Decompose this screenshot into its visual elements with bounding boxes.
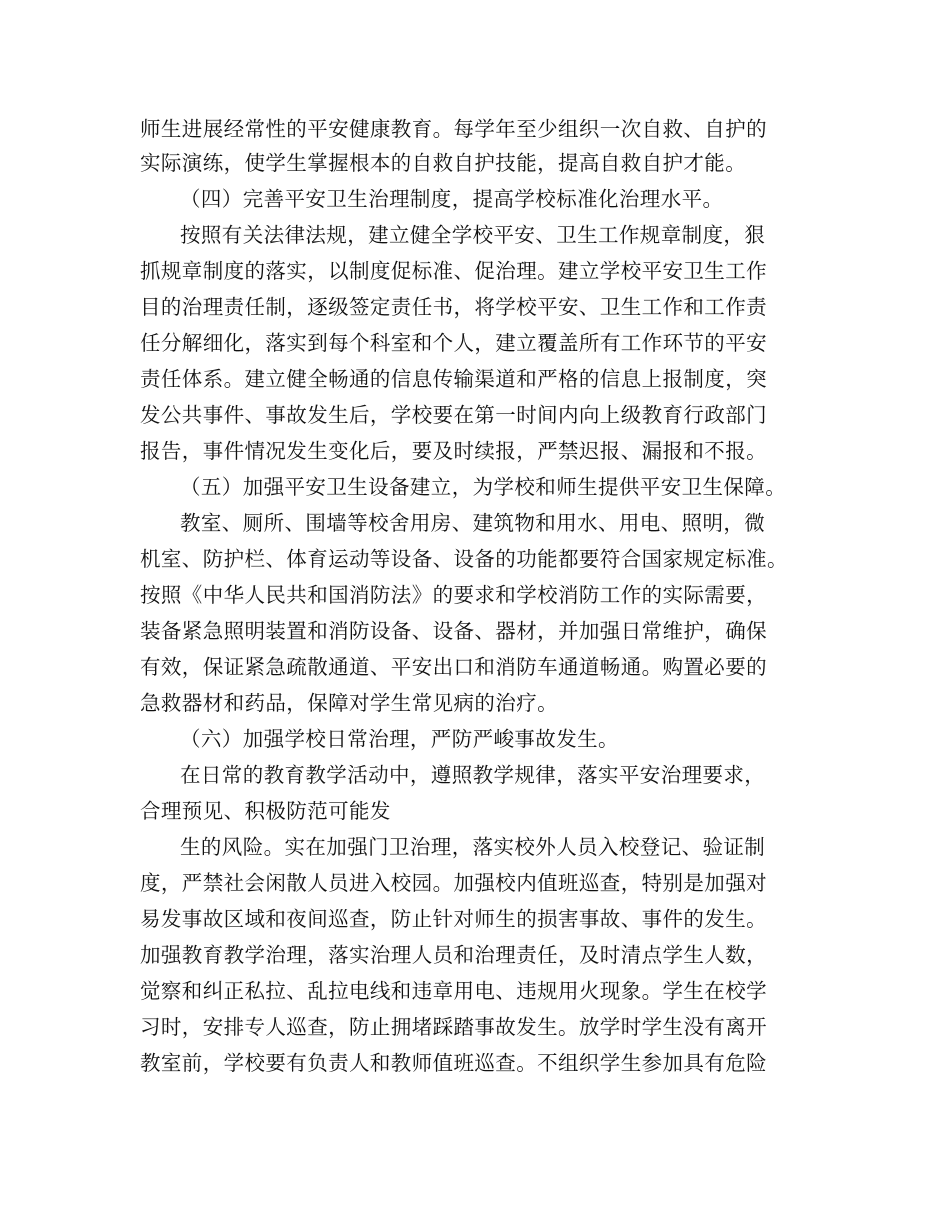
text-line: 实际演练，使学生掌握根本的自救自护技能，提高自救自护才能。 [140,151,747,175]
text-line: 责任体系。建立健全畅通的信息传输渠道和严格的信息上报制度，突 [140,367,767,391]
text-line: 机室、防护栏、体育运动等设备、设备的功能都要符合国家规定标准。 [140,547,788,571]
text-line: 习时，安排专人巡查，防止拥堵踩踏事故发生。放学时学生没有离开 [140,1015,767,1039]
text-line: 教室前，学校要有负责人和教师值班巡查。不组织学生参加具有危险 [140,1051,767,1075]
section-heading: （六）加强学校日常治理，严防严峻事故发生。 [180,727,619,751]
text-line: 目的治理责任制，逐级签定责任书，将学校平安、卫生工作和工作责 [140,295,767,319]
text-line: 在日常的教育教学活动中，遵照教学规律，落实平安治理要求， [180,763,766,787]
text-line: 任分解细化，落实到每个科室和个人，建立覆盖所有工作环节的平安 [140,331,767,355]
text-line: 装备紧急照明装置和消防设备、设备、器材，并加强日常维护，确保 [140,619,767,643]
text-line: 报告，事件情况发生变化后，要及时续报，严禁迟报、漏报和不报。 [140,439,767,463]
text-line: 师生进展经常性的平安健康教育。每学年至少组织一次自救、自护的 [140,117,767,141]
text-line: 合理预见、积极防范可能发 [140,799,391,823]
text-line: 发公共事件、事故发生后，学校要在第一时间内向上级教育行政部门 [140,403,767,427]
text-line: 有效，保证紧急疏散通道、平安出口和消防车通道畅通。购置必要的 [140,655,767,679]
text-line: 易发事故区域和夜间巡查，防止针对师生的损害事故、事件的发生。 [140,907,767,931]
text-line: 加强教育教学治理，落实治理人员和治理责任，及时清点学生人数， [140,943,767,967]
section-heading: （五）加强平安卫生设备建立，为学校和师生提供平安卫生保障。 [180,475,787,499]
text-line: 按照《中华人民共和国消防法》的要求和学校消防工作的实际需要， [140,583,767,607]
text-line: 按照有关法律法规，建立健全学校平安、卫生工作规章制度，狠 [180,223,766,247]
text-line: 生的风险。实在加强门卫治理，落实校外人员入校登记、验证制 [180,835,766,859]
text-line: 觉察和纠正私拉、乱拉电线和违章用电、违规用火现象。学生在校学 [140,979,767,1003]
text-line: 教室、厕所、围墙等校舍用房、建筑物和用水、用电、照明，微 [180,511,766,535]
text-line: 度，严禁社会闲散人员进入校园。加强校内值班巡查，特别是加强对 [140,871,767,895]
section-heading: （四）完善平安卫生治理制度，提高学校标准化治理水平。 [180,187,724,211]
text-line: 抓规章制度的落实，以制度促标准、促治理。建立学校平安卫生工作 [140,259,767,283]
text-line: 急救器材和药品，保障对学生常见病的治疗。 [140,691,558,715]
